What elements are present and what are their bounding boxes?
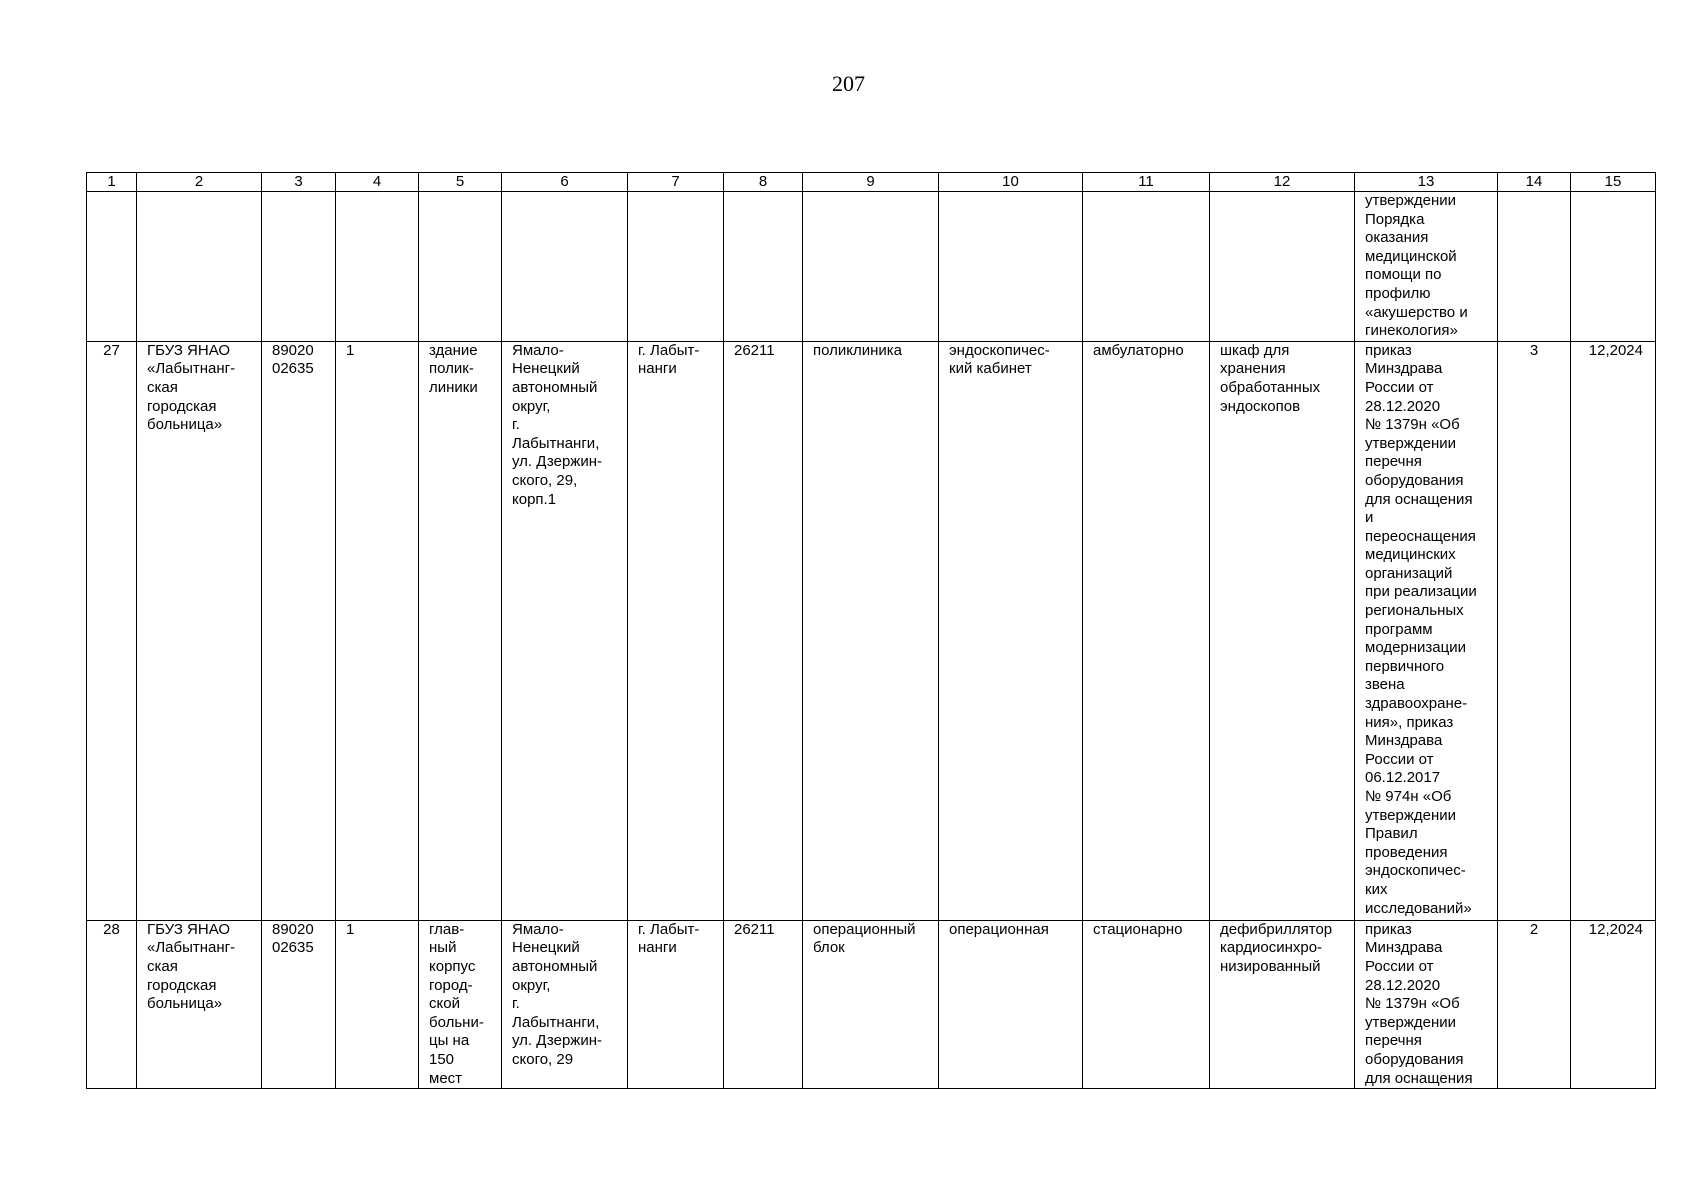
cell-locality: г. Лабыт- нанги	[628, 920, 724, 1088]
table-row-continuation	[87, 192, 1656, 342]
cell-inn	[262, 192, 336, 342]
cell-deadline	[1571, 192, 1656, 342]
cell-deadline: 12,2024	[1571, 341, 1656, 920]
cell-basis: приказ Минздрава России от 28.12.2020 № 1379н «Об утверждении перечня оборудования для оснащения	[1355, 920, 1498, 1088]
cell-room: операционная	[939, 920, 1083, 1088]
column-header: 11	[1083, 173, 1210, 192]
cell-qty-buildings: 1	[336, 341, 419, 920]
cell-equipment	[1210, 192, 1355, 342]
cell-inn: 89020 02635	[262, 920, 336, 1088]
cell-num: 27	[87, 341, 137, 920]
table-row	[87, 341, 1656, 920]
column-header: 3	[262, 173, 336, 192]
column-header: 2	[137, 173, 262, 192]
cell-address: Ямало- Ненецкий автономный округ, г. Лабытнанги, ул. Дзержин- ского, 29	[502, 920, 628, 1088]
equipment-table	[86, 172, 1656, 1089]
cell-inn: 89020 02635	[262, 341, 336, 920]
cell-unit: поликлиника	[803, 341, 939, 920]
cell-unit	[803, 192, 939, 342]
cell-equipment: дефибриллятор кардиосинхро- низированный	[1210, 920, 1355, 1088]
cell-code: 26211	[724, 920, 803, 1088]
page-number: 207	[832, 71, 865, 96]
cell-care-form	[1083, 192, 1210, 342]
column-header: 5	[419, 173, 502, 192]
column-header: 4	[336, 173, 419, 192]
cell-qty-buildings	[336, 192, 419, 342]
cell-num: 28	[87, 920, 137, 1088]
cell-code	[724, 192, 803, 342]
cell-quantity: 2	[1498, 920, 1571, 1088]
column-header: 10	[939, 173, 1083, 192]
cell-quantity: 3	[1498, 341, 1571, 920]
cell-deadline: 12,2024	[1571, 920, 1656, 1088]
cell-room	[939, 192, 1083, 342]
column-header: 8	[724, 173, 803, 192]
cell-org: ГБУЗ ЯНАО «Лабытнанг- ская городская больница»	[137, 341, 262, 920]
cell-equipment: шкаф для хранения обработанных эндоскопов	[1210, 341, 1355, 920]
cell-num	[87, 192, 137, 342]
cell-code: 26211	[724, 341, 803, 920]
column-number-row	[87, 173, 1656, 192]
cell-building	[419, 192, 502, 342]
cell-building: глав- ный корпус город- ской больни- цы на 150 мест	[419, 920, 502, 1088]
cell-building: здание полик- линики	[419, 341, 502, 920]
cell-locality	[628, 192, 724, 342]
column-header: 13	[1355, 173, 1498, 192]
column-header: 12	[1210, 173, 1355, 192]
cell-locality: г. Лабыт- нанги	[628, 341, 724, 920]
cell-basis: приказ Минздрава России от 28.12.2020 № 1379н «Об утверждении перечня оборудования для оснащения и переоснащения медицинских организаций при реализации региональных программ модернизации первичного звена здравоохране- ния», приказ Минздрава России от 06.12.2017 № 974н «Об утверждении Правил проведения эндоскопичес- ких исследований»	[1355, 341, 1498, 920]
cell-org: ГБУЗ ЯНАО «Лабытнанг- ская городская больница»	[137, 920, 262, 1088]
table-row	[87, 920, 1656, 1088]
cell-care-form: стационарно	[1083, 920, 1210, 1088]
column-header: 7	[628, 173, 724, 192]
cell-basis: утверждении Порядка оказания медицинской помощи по профилю «акушерство и гинекология»	[1355, 192, 1498, 342]
cell-care-form: амбулаторно	[1083, 341, 1210, 920]
cell-org	[137, 192, 262, 342]
column-header: 1	[87, 173, 137, 192]
cell-address	[502, 192, 628, 342]
cell-quantity	[1498, 192, 1571, 342]
column-header: 15	[1571, 173, 1656, 192]
column-header: 9	[803, 173, 939, 192]
column-header: 14	[1498, 173, 1571, 192]
column-header: 6	[502, 173, 628, 192]
cell-unit: операционный блок	[803, 920, 939, 1088]
cell-room: эндоскопичес- кий кабинет	[939, 341, 1083, 920]
cell-address: Ямало- Ненецкий автономный округ, г. Лабытнанги, ул. Дзержин- ского, 29, корп.1	[502, 341, 628, 920]
cell-qty-buildings: 1	[336, 920, 419, 1088]
